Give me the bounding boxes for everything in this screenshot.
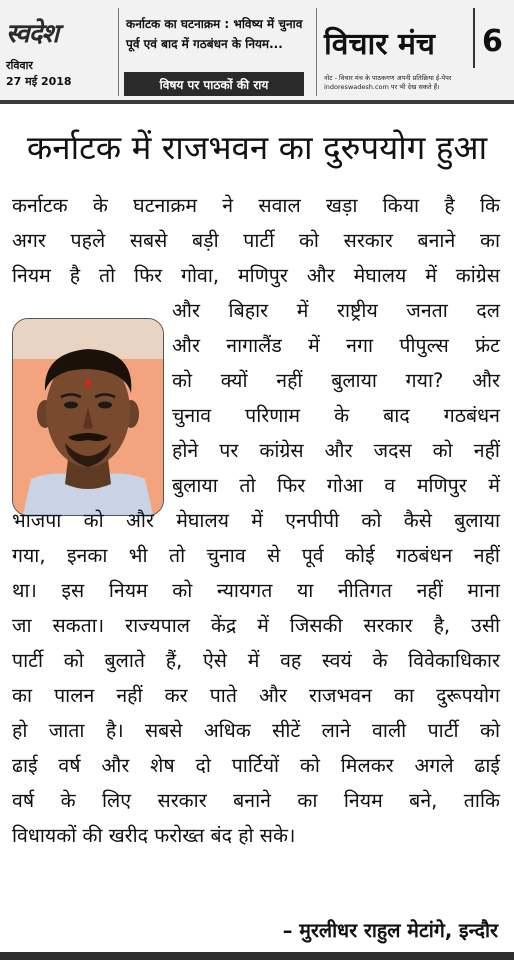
- article-line: वर्ष के लिए सरकार बनाने का नियम बने, ताकि: [12, 789, 500, 812]
- newspaper-logo: स्वदेश: [6, 19, 59, 49]
- article-line: भाजपा को और मेघालय में एनपीपी को कैसे बुलाया: [12, 509, 500, 532]
- author-byline: – मुरलीधर राहुल मेटांगे, इन्दौर: [282, 919, 498, 942]
- article-line: ढाई वर्ष और शेष दो पार्टियों को मिलकर अगले ढाई: [12, 754, 500, 777]
- note-line: indoreswadesh.com पर भी देख सकते हैं।: [324, 83, 440, 91]
- masthead: [0, 0, 514, 104]
- article-line: और नागालैंड में नगा पीपुल्स फ्रंट: [172, 334, 500, 357]
- article-line: जा सकता। राज्यपाल केंद्र में जिसकी सरकार है, उसी: [12, 614, 500, 637]
- publication-date: 27 मई 2018: [6, 75, 72, 88]
- bottom-rule: [0, 952, 514, 960]
- article-line: था। इस नियम को न्यायगत या नीतिगत नहीं माना: [12, 579, 500, 602]
- masthead-divider: [118, 8, 119, 96]
- headline-teaser: [126, 14, 316, 54]
- teaser-line: पूर्व एवं बाद में गठबंधन के नियम...: [126, 37, 283, 51]
- article-line: होने पर कांग्रेस और जदस को नहीं: [172, 439, 500, 462]
- article-line: पार्टी को बुलाते हैं, ऐसे में वह स्वयं के विवेकाधिकार: [12, 649, 500, 672]
- article-line: नियम है तो फिर गोवा, मणिपुर और मेघालय में कांग्रेस: [12, 264, 500, 287]
- masthead-note: [324, 74, 510, 92]
- article-line: गया, इनका भी तो चुनाव से पूर्व कोई गठबंधन नहीं: [12, 544, 500, 567]
- article-line: को क्यों नहीं बुलाया गया? और: [172, 369, 500, 392]
- article-line: विधायकों की खरीद फरोख्त बंद हो सके।: [12, 824, 296, 847]
- article-line: हो जाता है। सबसे अधिक सीटें लाने वाली पार्टी को: [12, 719, 500, 742]
- page-section-title: विचार मंच: [324, 27, 435, 62]
- article-line: कर्नाटक के घटनाक्रम ने सवाल खड़ा किया है कि: [12, 194, 500, 217]
- masthead-rule: [0, 100, 514, 104]
- article-line: और बिहार में राष्ट्रीय जनता दल: [172, 299, 500, 322]
- teaser-line: कर्नाटक का घटनाक्रम : भविष्य में चुनाव: [126, 17, 303, 31]
- masthead-divider: [316, 8, 317, 96]
- article-line: बुलाया तो फिर गोआ व मणिपुर में: [172, 474, 500, 497]
- article-line: चुनाव परिणाम के बाद गठबंधन: [172, 404, 500, 427]
- article-line: अगर पहले सबसे बड़ी पार्टी को सरकार बनाने का: [12, 229, 500, 252]
- page-number-divider: [473, 8, 475, 68]
- note-line: नोट - विचार मंच के पाठकगण अपनी प्रतिक्रिया ई-पेपर: [324, 74, 452, 82]
- article-title: कर्नाटक में राजभवन का दुरुपयोग हुआ: [26, 128, 488, 167]
- publication-day: रविवार: [6, 59, 33, 72]
- article-line: का पालन नहीं कर पाते और राजभवन का दुरूपयोग: [12, 684, 500, 707]
- page-number: 6: [482, 24, 503, 59]
- section-bar: विषय पर पाठकों की राय: [124, 72, 304, 96]
- article-body: [12, 188, 500, 853]
